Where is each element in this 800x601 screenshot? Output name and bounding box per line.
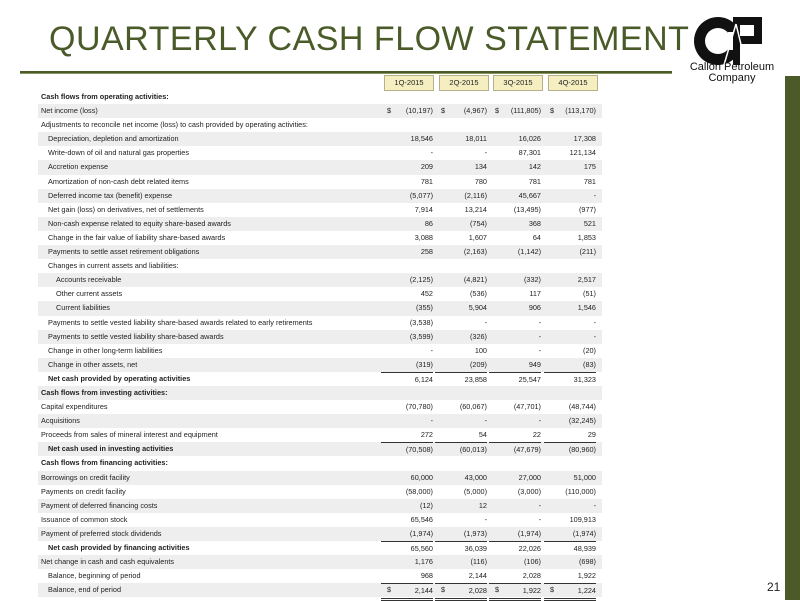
row-label: Accounts receivable xyxy=(56,275,122,285)
row-value: (70,780) xyxy=(405,402,433,412)
row-label: Balance, beginning of period xyxy=(48,571,141,581)
table-row xyxy=(38,555,602,569)
row-value: 45,667 xyxy=(518,190,541,200)
row-value: 65,560 xyxy=(381,541,433,556)
row-value: 18,011 xyxy=(465,134,487,144)
row-label: Net change in cash and cash equivalents xyxy=(41,557,175,567)
row-label: Capital expenditures xyxy=(41,402,108,412)
table-row xyxy=(38,273,602,287)
table-row xyxy=(38,118,602,132)
table-row xyxy=(38,245,602,259)
callon-logo-icon xyxy=(678,14,790,66)
row-value: - xyxy=(538,514,541,524)
table-row xyxy=(38,485,602,499)
row-value: (2,125) xyxy=(409,275,433,285)
title-divider xyxy=(20,71,672,74)
row-value: - xyxy=(430,345,433,355)
row-value: (355) xyxy=(415,303,433,313)
row-value: (58,000) xyxy=(405,486,433,496)
row-label: Payment of preferred stock dividends xyxy=(41,528,162,538)
row-value: - xyxy=(538,345,541,355)
row-value: (113,170) xyxy=(565,106,596,116)
row-value: (754) xyxy=(469,218,487,228)
row-value: 2,028 xyxy=(435,583,487,601)
table-row xyxy=(38,513,602,527)
row-label: Current liabilities xyxy=(56,303,110,313)
row-label: Adjustments to reconcile net income (loss) to cash provided by operating activities: xyxy=(41,120,308,130)
row-value: 906 xyxy=(528,303,541,313)
row-value: (319) xyxy=(415,359,433,369)
column-header-3q: 3Q-2015 xyxy=(493,75,543,91)
row-label: Net cash provided by financing activities xyxy=(48,543,190,552)
row-value: 1,176 xyxy=(414,557,433,567)
row-value: 521 xyxy=(583,218,596,228)
row-label: Payment of deferred financing costs xyxy=(41,500,158,510)
row-label: Cash flows from financing activities: xyxy=(41,458,168,468)
row-value: (209) xyxy=(469,359,487,369)
row-value: 17,308 xyxy=(573,134,596,144)
row-value: 1,224 xyxy=(544,583,596,601)
company-name: Callon Petroleum Company xyxy=(689,61,775,84)
table-row xyxy=(38,231,602,245)
row-value: - xyxy=(538,500,541,510)
row-label: Changes in current assets and liabilities: xyxy=(48,261,179,271)
row-value: 86 xyxy=(424,218,433,228)
cash-flow-table xyxy=(38,90,602,597)
row-value: 12 xyxy=(478,500,487,510)
table-row xyxy=(38,471,602,485)
table-row xyxy=(38,146,602,160)
currency-symbol: $ xyxy=(441,585,446,595)
row-value: 1,607 xyxy=(468,232,487,242)
table-row xyxy=(38,189,602,203)
row-value: (111,805) xyxy=(510,106,541,116)
table-row xyxy=(38,344,602,358)
row-value: 2,028 xyxy=(522,571,541,581)
row-value: (83) xyxy=(583,359,596,369)
page-title: QUARTERLY CASH FLOW STATEMENT xyxy=(49,20,690,58)
row-value: 175 xyxy=(583,162,596,172)
row-value: (47,679) xyxy=(489,442,541,457)
row-value: (1,973) xyxy=(463,528,487,538)
row-value: 1,922 xyxy=(577,571,596,581)
row-value: (32,245) xyxy=(568,416,596,426)
currency-symbol: $ xyxy=(387,106,392,116)
currency-symbol: $ xyxy=(550,585,555,595)
row-label: Net cash used in investing activities xyxy=(48,444,174,454)
row-value: 27,000 xyxy=(518,472,541,482)
row-value: - xyxy=(538,331,541,341)
row-value: 87,301 xyxy=(518,148,541,158)
row-value: - xyxy=(430,416,433,426)
table-row xyxy=(38,583,602,597)
table-row xyxy=(38,217,602,231)
row-value: 64 xyxy=(532,232,541,242)
row-value: 258 xyxy=(420,247,433,257)
table-row xyxy=(38,541,602,555)
row-value: 18,546 xyxy=(410,134,433,144)
row-value: (106) xyxy=(523,557,541,567)
row-value: 209 xyxy=(420,162,433,172)
row-value: 117 xyxy=(529,289,541,299)
row-value: 29 xyxy=(587,430,596,440)
table-row xyxy=(38,104,602,118)
table-row xyxy=(38,316,602,330)
currency-symbol: $ xyxy=(387,585,392,595)
row-value: (698) xyxy=(578,557,596,567)
row-value: (12) xyxy=(420,500,433,510)
row-value: - xyxy=(593,331,596,341)
row-value: 2,517 xyxy=(577,275,596,285)
row-value: 121,134 xyxy=(569,148,596,158)
row-value: 272 xyxy=(420,430,433,440)
row-value: (116) xyxy=(470,557,487,567)
row-value: - xyxy=(430,148,433,158)
row-label: Depreciation, depletion and amortization xyxy=(48,134,179,144)
row-value: 48,939 xyxy=(544,541,596,556)
row-value: (977) xyxy=(578,204,596,214)
row-value: (1,974) xyxy=(409,528,433,538)
row-value: (3,538) xyxy=(409,317,433,327)
row-value: (332) xyxy=(523,275,541,285)
table-row xyxy=(38,442,602,456)
row-value: (10,197) xyxy=(405,106,433,116)
row-value: (4,821) xyxy=(463,275,487,285)
row-value: - xyxy=(593,317,596,327)
row-value: 781 xyxy=(528,176,541,186)
row-value: (4,967) xyxy=(463,106,487,116)
row-value: (1,142) xyxy=(517,247,541,257)
row-value: 100 xyxy=(474,345,487,355)
row-value: (80,960) xyxy=(544,442,596,457)
row-label: Proceeds from sales of mineral interest and equipment xyxy=(41,430,218,440)
row-value: 2,144 xyxy=(381,583,433,601)
row-value: (1,974) xyxy=(572,528,596,538)
row-label: Payments to settle vested liability share-based awards xyxy=(48,331,224,341)
row-value: 23,858 xyxy=(435,372,487,387)
table-row xyxy=(38,160,602,174)
row-value: 2,144 xyxy=(468,571,487,581)
row-label: Change in other long-term liabilities xyxy=(48,345,163,355)
table-row xyxy=(38,386,602,400)
table-row xyxy=(38,400,602,414)
table-row xyxy=(38,428,602,442)
column-header-1q: 1Q-2015 xyxy=(384,75,434,91)
row-value: 51,000 xyxy=(573,472,596,482)
row-value: (1,974) xyxy=(517,528,541,538)
row-label: Cash flows from investing activities: xyxy=(41,387,168,397)
row-value: (211) xyxy=(579,247,596,257)
table-row xyxy=(38,414,602,428)
row-value: 54 xyxy=(478,430,487,440)
row-value: 781 xyxy=(583,176,596,186)
row-value: 43,000 xyxy=(464,472,487,482)
row-value: - xyxy=(593,190,596,200)
currency-symbol: $ xyxy=(550,106,555,116)
row-value: 5,904 xyxy=(468,303,487,313)
row-value: 22,026 xyxy=(489,541,541,556)
table-row xyxy=(38,527,602,541)
row-value: 968 xyxy=(420,571,433,581)
table-row xyxy=(38,175,602,189)
row-value: - xyxy=(484,416,487,426)
row-label: Change in the fair value of liability share-based awards xyxy=(48,232,226,242)
row-value: (60,067) xyxy=(459,402,487,412)
row-value: 65,546 xyxy=(410,514,433,524)
row-label: Net cash provided by operating activities xyxy=(48,373,191,383)
row-value: 22 xyxy=(532,430,541,440)
row-label: Net income (loss) xyxy=(41,106,98,116)
row-value: (3,599) xyxy=(409,331,433,341)
table-row xyxy=(38,372,602,386)
row-value: 25,547 xyxy=(489,372,541,387)
row-label: Write-down of oil and natural gas properties xyxy=(48,148,190,158)
row-value: (70,508) xyxy=(381,442,433,457)
currency-symbol: $ xyxy=(495,585,500,595)
row-value: - xyxy=(593,500,596,510)
row-value: (536) xyxy=(469,289,487,299)
table-row xyxy=(38,132,602,146)
row-value: (13,495) xyxy=(513,204,541,214)
table-row xyxy=(38,499,602,513)
row-value: (60,013) xyxy=(435,442,487,457)
row-label: Deferred income tax (benefit) expense xyxy=(48,190,173,200)
row-value: 452 xyxy=(420,289,433,299)
row-label: Other current assets xyxy=(56,289,123,299)
row-value: 1,853 xyxy=(577,232,596,242)
table-row xyxy=(38,330,602,344)
table-row xyxy=(38,90,602,104)
row-value: (5,000) xyxy=(463,486,487,496)
table-row xyxy=(38,301,602,315)
row-value: 1,922 xyxy=(489,583,541,601)
page-number: 21 xyxy=(767,580,781,594)
row-label: Payments on credit facility xyxy=(41,486,126,496)
row-label: Issuance of common stock xyxy=(41,514,128,524)
row-value: 781 xyxy=(420,176,433,186)
column-header-2q: 2Q-2015 xyxy=(439,75,489,91)
row-value: - xyxy=(538,317,541,327)
table-row xyxy=(38,569,602,583)
row-label: Balance, end of period xyxy=(48,585,122,595)
row-label: Acquisitions xyxy=(41,416,80,426)
row-value: 368 xyxy=(528,218,541,228)
table-row xyxy=(38,259,602,273)
row-label: Net gain (loss) on derivatives, net of settlements xyxy=(48,204,204,214)
row-value: (2,163) xyxy=(463,247,487,257)
row-label: Accretion expense xyxy=(48,162,109,172)
row-value: (326) xyxy=(469,331,487,341)
row-label: Amortization of non-cash debt related items xyxy=(48,176,189,186)
row-value: - xyxy=(484,148,487,158)
row-value: 142 xyxy=(528,162,541,172)
row-value: 1,546 xyxy=(577,303,596,313)
right-accent-bar xyxy=(785,76,800,600)
row-value: - xyxy=(538,416,541,426)
row-value: 949 xyxy=(528,359,541,369)
table-row xyxy=(38,203,602,217)
row-value: 7,914 xyxy=(414,204,433,214)
row-value: - xyxy=(484,514,487,524)
row-value: 780 xyxy=(474,176,487,186)
row-value: 60,000 xyxy=(410,472,433,482)
row-label: Change in other assets, net xyxy=(48,359,138,369)
row-value: 134 xyxy=(474,162,487,172)
row-value: (110,000) xyxy=(565,486,596,496)
row-value: 109,913 xyxy=(569,514,596,524)
row-value: (20) xyxy=(583,345,596,355)
table-row xyxy=(38,287,602,301)
column-header-4q: 4Q-2015 xyxy=(548,75,598,91)
row-value: 13,214 xyxy=(464,204,487,214)
row-value: (51) xyxy=(583,289,596,299)
row-value: (48,744) xyxy=(568,402,596,412)
currency-symbol: $ xyxy=(441,106,446,116)
row-value: 31,323 xyxy=(544,372,596,387)
row-value: 6,124 xyxy=(381,372,433,387)
table-row xyxy=(38,358,602,372)
row-value: 36,039 xyxy=(435,541,487,556)
row-label: Payments to settle asset retirement obligations xyxy=(48,247,200,257)
currency-symbol: $ xyxy=(495,106,500,116)
row-value: (5,077) xyxy=(409,190,433,200)
row-label: Cash flows from operating activities: xyxy=(41,92,169,101)
row-value: 16,026 xyxy=(518,134,541,144)
row-value: (47,701) xyxy=(513,402,541,412)
row-value: (2,116) xyxy=(464,190,487,200)
row-value: (3,000) xyxy=(517,486,541,496)
row-label: Non-cash expense related to equity share-based awards xyxy=(48,218,231,228)
row-label: Borrowings on credit facility xyxy=(41,472,130,482)
row-value: - xyxy=(484,317,487,327)
row-label: Payments to settle vested liability share-based awards related to early retirements xyxy=(48,317,313,327)
row-value: 3,088 xyxy=(414,232,433,242)
table-row xyxy=(38,456,602,470)
